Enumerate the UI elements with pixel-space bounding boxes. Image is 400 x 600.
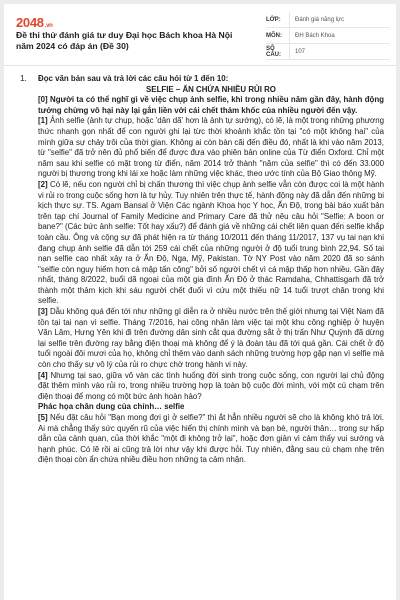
meta-row-subject [266, 28, 390, 44]
meta-key-class: LỚP: [266, 12, 290, 27]
exam-meta-table [266, 12, 390, 60]
paragraph-3 [38, 307, 384, 371]
paragraph-number: [4] [38, 370, 48, 380]
paragraph-text: Nhưng tại sao, giữa vô vàn các tình huống đời sinh trong cuộc sống, con người lại chủ động đặt thêm mình vào rủi ro, trong nhiều trường hợp là toàn bộ cuộc đời mình, với một cú chạm trên điện thoại để mong có một bức ảnh hoàn hảo? [38, 370, 384, 401]
document-page [4, 4, 396, 600]
paragraph-1 [38, 116, 384, 180]
meta-value-class: Đánh giá năng lực [295, 16, 345, 23]
paragraph-number: [1] [38, 116, 48, 126]
paragraph-number: [5] [38, 413, 48, 422]
meta-key-count: SỐ CÂU: [266, 44, 290, 59]
logo-suffix: .vn [44, 23, 53, 29]
question-number: 1. [20, 74, 27, 83]
meta-value-subject: ĐH Bách Khoa [295, 32, 335, 39]
paragraph-number: [0] [38, 95, 48, 105]
paragraph-number: [3] [38, 307, 48, 317]
paragraph-text: Nếu đặt câu hỏi "Bạn mong đợi gì ở selfie?" thì ắt hẳn nhiều người sẽ cho là không khó trả lời. Ai mà chẳng thấy sức quyến rũ của việc hiển thị chính mình và bạn bè, người thân… trong sự hấp dẫn của cảnh quan, của thời khắc "một đi không trở lại", hoặc đơn giản vì cảm thấy vui sướng và hạnh phúc. Có lẽ rồi ai cũng trả lời như vậy khi được hỏi. Tuy nhiên, đằng sau cú chạm nhẹ trên điện thoại còn ẩn chứa nhiều điều hơn những ta cảm nhận. [38, 413, 384, 465]
meta-row-count [266, 44, 390, 60]
question-instruction: Đọc văn bản sau và trả lời các câu hỏi từ 1 đến 10: [38, 74, 229, 83]
paragraph-number: [2] [38, 179, 48, 189]
paragraph-text: Người ta có thể nghĩ gì về việc chụp ảnh selfie, khi trong nhiều năm gần đây, hành động tưởng chừng vô hại này lại gắn liền với cái chết thảm khốc của nhiều người đến vậy. [38, 95, 384, 115]
site-logo[interactable] [16, 15, 53, 30]
paragraph-text: Có lẽ, nếu con người chỉ bị chấn thương thì việc chụp ảnh selfie vẫn còn được coi là một hành vi rủi ro trong cuộc sống hơn là tự hủy. Tuy nhiên trên thực tế, hành động này đã dẫn đến những bi kịch thực sự. TS. Agam Bansal ở Viện Các ngành Khoa học Y học, Ấn Độ, trong bài báo xuất bản trên tạp chí Journal of Family Medicine and Primary Care đã thử nêu câu hỏi "Selfie: A boon or bane?" (Các bức ảnh selfie: Tốt hay xấu?) để đánh giá về những cái chết liên quan đến selfie khắp toàn cầu. Ông và cộng sự đã phát hiện ra từ tháng 10/2011 đến tháng 11/2017, 137 vụ tai nạn khi đang chụp ảnh selfie đã dẫn tới 259 cái chết của những người ở độ tuổi trung bình 22,94. Số tai nạn selfie cao nhất xảy ra ở Ấn Độ, Nga, Mỹ, Pakistan. Tờ NY Post vào năm 2020 đã so sánh "selfie còn nguy hiểm hơn cá mập tấn công" bởi số người chết vì cá mập thấp hơn nhiều. Gần đây nhất, tháng 8/2022, buổi dã ngoại của một gia đình Ấn Độ ở thác Ramdaha, Chhattisgarh đã trở thành một thảm kịch khi sáu người chết đuối vì cứu một thiếu nữ 14 tuổi trượt chân trong khi selfie. [38, 179, 384, 306]
article-title: SELFIE – ẨN CHỨA NHIỀU RỦI RO [146, 84, 276, 94]
page-header [4, 4, 396, 66]
paragraph-text: Ảnh selfie (ảnh tự chụp, hoặc 'dân dã' hơn là ảnh tự sướng), có lẽ, là một trong những phương thức nhanh gọn nhất để con người ghi lại từc thời khoảnh khắc tồn tại "có một không hai" của mình giữa sự chảy trôi của thời gian. Không ai còn bàn cãi đến điều đó, nhất là khi vào năm 2013, từ "selfie" đã trở nên đủ phổ biến để được đưa vào phiên bản online của Từ điển Oxford. Chỉ một năm sau khi selfie có mặt trong từ điển, năm 2014 trở thành "năm của selfie" thì có đến 33.000 người bị thương trong khi lái xe hoặc làm những việc khác, theo ước tính của Bộ Giao thông Mỹ. [38, 116, 384, 179]
document-title: Đề thi thử đánh giá tư duy Đại học Bách khoa Hà Nội năm 2024 có đáp án (Đề 30) [16, 30, 233, 51]
paragraph-text: Dẫu không quá đến tới như những gì diễn ra ở nhiều nước trên thế giới nhưng tại Việt Nam đã tồn tại tai nạn vì selfie. Tháng 7/2016, hai công nhân làm việc tại một khu công nghiệp ở huyện Văn Lâm, Hưng Yên khi đi trên đường dân sinh cắt qua đường sắt ở thị trấn Như Quỳnh đã dừng lại selfie trên đường ray bằng điện thoại mà không để ý là đoàn tàu đã tới quá gần. Cái chết ở độ tuổi ngoài đôi mươi của họ, không chỉ thêm vào danh sách những trường hợp gặp nạn vì selfie mà còn cho thấy sự vô lý của rủi ro chực chờ trong hành vi này. [38, 307, 384, 370]
paragraph-4 [38, 371, 384, 403]
paragraph-0 [38, 95, 384, 116]
logo-text: 2048 [16, 15, 44, 30]
meta-value-count: 107 [295, 48, 306, 55]
meta-row-class [266, 12, 390, 28]
paragraph-2 [38, 180, 384, 307]
paragraph-5 [38, 413, 384, 466]
section-subheading: Phác họa chân dung của chính… selfie [38, 402, 185, 412]
question-content [38, 74, 384, 466]
meta-key-subject: MÔN: [266, 28, 290, 43]
